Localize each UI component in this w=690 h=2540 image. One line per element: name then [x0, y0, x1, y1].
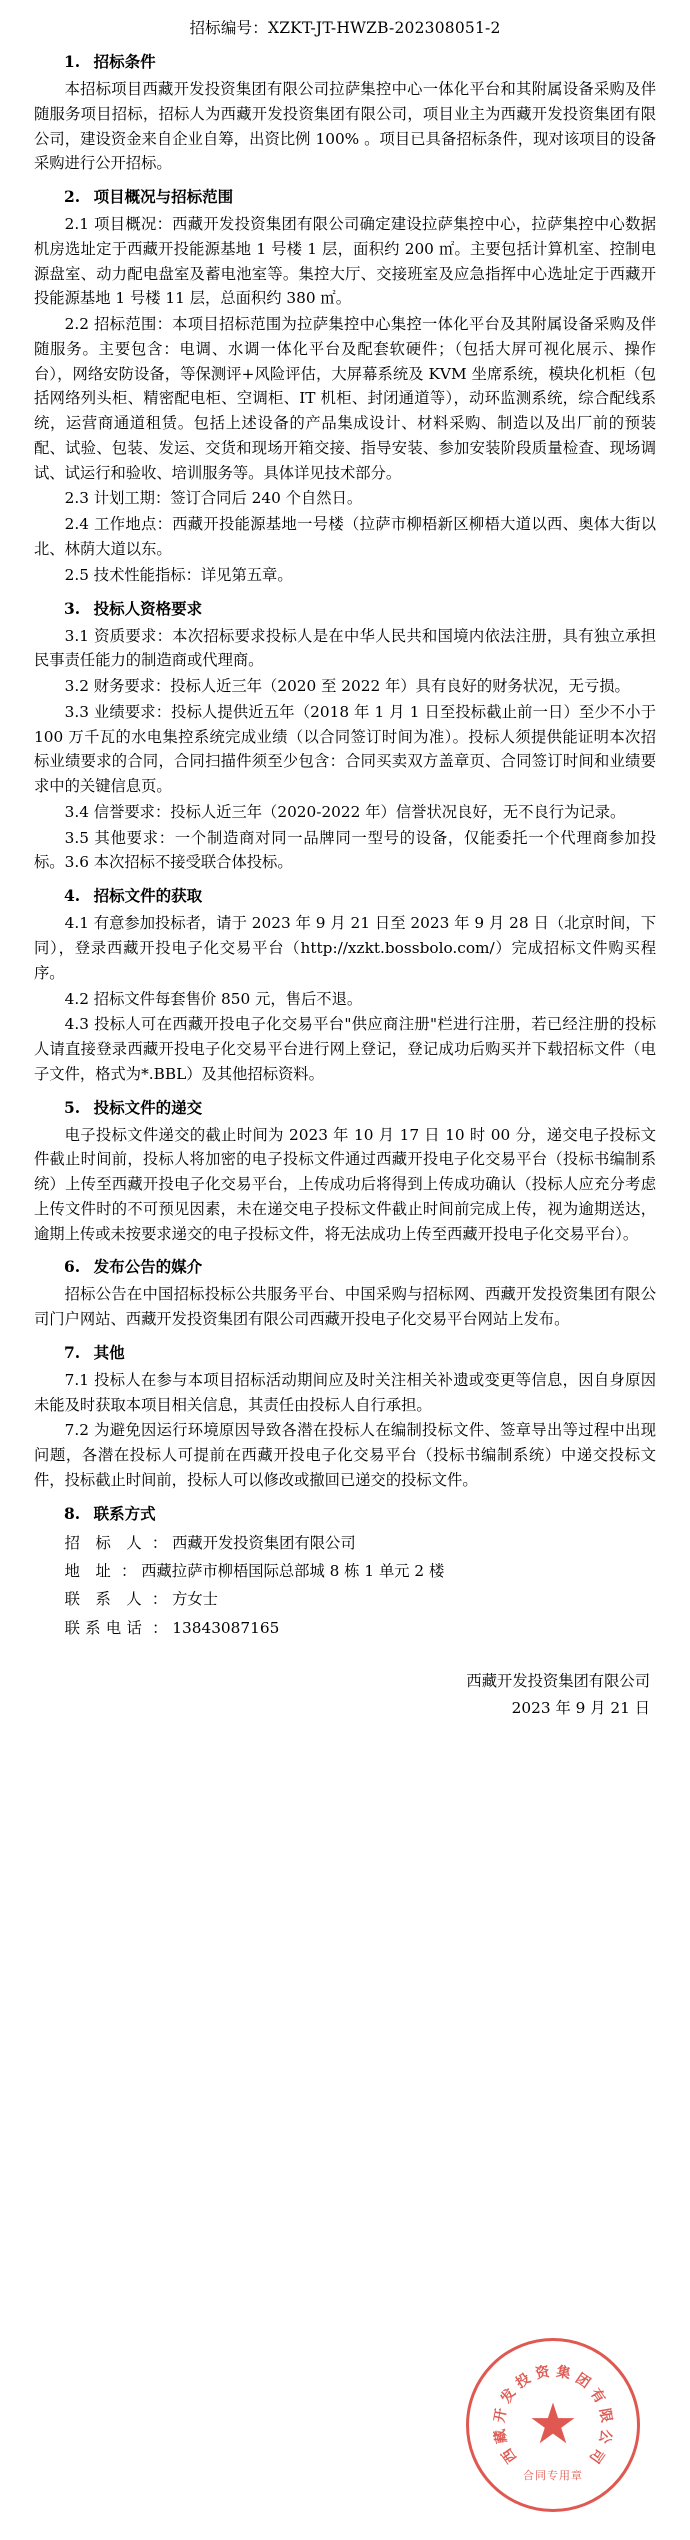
section-title-5: 投标文件的递交	[93, 1097, 203, 1117]
contact-colon: ：	[151, 1533, 168, 1552]
paragraph: 4.3 投标人可在西藏开投电子化交易平台"供应商注册"栏进行注册，若已经注册的投标人请直接登录西藏开投电子化交易平台进行网上登记，登记成功后购买并下载招标文件（电子文件，格式为*.BBL）及其他招标资料。	[34, 1015, 656, 1083]
section-heading-4	[34, 884, 656, 906]
contact-label: 联 系 人	[64, 1590, 147, 1609]
section-number-3: 3.	[64, 598, 81, 618]
paragraph: 本招标项目西藏开发投资集团有限公司拉萨集控中心一体化平台和其附属设备采购及伴随服务项目招标，招标人为西藏开发投资集团有限公司，项目业主为西藏开发投资集团有限公司，建设资金来自企业自筹，出资比例 100% 。项目已具备招标条件，现对该项目的设备采购进行公开招标。	[34, 80, 656, 173]
contact-value: 方女士	[172, 1590, 218, 1609]
section-title-1: 招标条件	[93, 52, 156, 71]
contact-line	[34, 1585, 656, 1613]
section-number-2: 2.	[64, 187, 81, 207]
section-number-7: 7.	[64, 1342, 81, 1362]
section-title-7: 其他	[93, 1342, 125, 1362]
paragraph: 4.1 有意参加投标者，请于 2023 年 9 月 21 日至 2023 年 9 月 28 日（北京时间，下同），登录西藏开投电子化交易平台（http://xzkt.bossbolo.com/）完成招标文件购买程序。	[34, 914, 656, 982]
paragraph: 3.4 信誉要求：投标人近三年（2020-2022 年）信誉状况良好，无不良行为记录。	[64, 802, 626, 821]
section-heading-1	[34, 50, 656, 72]
contact-line	[34, 1614, 656, 1642]
signature-block	[34, 1668, 656, 1723]
paragraph: 2.1 项目概况：西藏开发投资集团有限公司确定建设拉萨集控中心，拉萨集控中心数据机房选址定于西藏开投能源基地 1 号楼 1 层，面积约 200 ㎡。主要包括计算机室、控制电源盘室、动力配电盘室及蓄电池室等。集控大厅、交接班室及应急指挥中心选址定于西藏开投能源基地 1 号楼 11 层，总面积约 380 ㎡。	[34, 215, 656, 308]
paragraph: 2.2 招标范围：本项目招标范围为拉萨集控中心集控一体化平台及其附属设备采购及伴随服务。主要包含：电调、水调一体化平台及配套软硬件；（包括大屏可视化展示、操作台），网络安防设备，等保测评+风险评估，大屏幕系统及 KVM 坐席系统，模块化机柜（包括网络列头柜、精密配电柜、空调柜、IT 机柜、封闭通道等），动环监测系统，综合配线系统，运营商通道租赁。包括上述设备的产品集成设计、材料采购、制造以及出厂前的预装配、试验、包装、发运、交货和现场开箱交接、指导安装、参加安装阶段质量检查、现场调试、试运行和验收、培训服务等。具体详见技术部分。	[34, 315, 656, 482]
section-heading-7	[34, 1341, 656, 1363]
seal-ring-text: 西 藏 开 发 投 资 集 团 有 限 公 司	[491, 2363, 615, 2466]
contact-label: 招 标 人	[64, 1533, 147, 1552]
section-heading-8	[34, 1502, 656, 1524]
contact-colon: ：	[152, 1618, 168, 1637]
section-title-2: 项目概况与招标范围	[93, 187, 234, 207]
section-heading-6	[34, 1255, 656, 1277]
contact-value: 西藏拉萨市柳梧国际总部城 8 栋 1 单元 2 楼	[141, 1562, 445, 1581]
section-title-4: 招标文件的获取	[93, 886, 203, 906]
section-number-8: 8.	[64, 1503, 81, 1523]
section-heading-3	[34, 597, 656, 619]
contact-label: 地 址	[64, 1562, 117, 1581]
paragraph: 3.2 财务要求：投标人近三年（2020 至 2022 年）具有良好的财务状况，无亏损。	[64, 677, 630, 696]
paragraph: 4.2 招标文件每套售价 850 元，售后不退。	[64, 989, 363, 1008]
section-title-3: 投标人资格要求	[93, 598, 203, 618]
paragraph: 招标公告在中国招标投标公共服务平台、中国采购与招标网、西藏开发投资集团有限公司门户网站、西藏开发投资集团有限公司西藏开投电子化交易平台网站上发布。	[34, 1285, 656, 1329]
paragraph: 3.1 资质要求：本次招标要求投标人是在中华人民共和国境内依法注册，具有独立承担民事责任能力的制造商或代理商。	[34, 626, 656, 670]
doc-number: 招标编号：XZKT-JT-HWZB-202308051-2	[189, 19, 501, 37]
contact-value: 13843087165	[172, 1618, 280, 1637]
contact-block	[34, 1529, 656, 1642]
paragraph: 7.1 投标人在参与本项目招标活动期间应及时关注相关补遗或变更等信息，因自身原因未能及时获取本项目相关信息，其责任由投标人自行承担。	[34, 1370, 656, 1414]
paragraph: 2.5 技术性能指标：详见第五章。	[64, 565, 293, 584]
signature-company: 西藏开发投资集团有限公司	[466, 1671, 650, 1690]
contact-colon: ：	[121, 1562, 137, 1581]
contact-colon: ：	[151, 1590, 168, 1609]
paragraph: 2.3 计划工期：签订合同后 240 个自然日。	[64, 489, 363, 508]
paragraph: 3.5 其他要求：一个制造商对同一品牌同一型号的设备，仅能委托一个代理商参加投标。3.6 本次招标不接受联合体投标。	[34, 828, 656, 872]
section-number-6: 6.	[64, 1257, 81, 1277]
section-heading-2	[34, 185, 656, 207]
signature-date: 2023 年 9 月 21 日	[511, 1699, 650, 1718]
contact-line	[34, 1557, 656, 1585]
section-number-5: 5.	[64, 1097, 81, 1117]
section-heading-5	[34, 1096, 656, 1118]
contact-label: 联系电话	[64, 1618, 148, 1637]
company-seal-stamp	[466, 2338, 640, 2512]
paragraph: 7.2 为避免因运行环境原因导致各潜在投标人在编制投标文件、签章导出等过程中出现问题，各潜在投标人可提前在西藏开投电子化交易平台（投标书编制系统）中递交投标文件，投标截止时间前，投标人可以修改或撤回已递交的投标文件。	[34, 1421, 656, 1489]
section-title-8: 联系方式	[93, 1503, 156, 1523]
section-number-4: 4.	[64, 886, 81, 906]
section-title-6: 发布公告的媒介	[93, 1257, 203, 1277]
paragraph: 2.4 工作地点：西藏开投能源基地一号楼（拉萨市柳梧新区柳梧大道以西、奥体大街以北、林荫大道以东。	[34, 515, 656, 559]
contact-value: 西藏开发投资集团有限公司	[172, 1533, 356, 1552]
paragraph: 3.3 业绩要求：投标人提供近五年（2018 年 1 月 1 日至投标截止前一日）至少不小于 100 万千瓦的水电集控系统完成业绩（以合同签订时间为准）。投标人须提供能证明本次招标业绩要求的合同，合同扫描件须至少包含：合同买卖双方盖章页、合同签订时间和业绩要求中的关键信息页。	[34, 702, 656, 796]
section-number-1: 1.	[64, 52, 81, 71]
seal-bottom-text: 合同专用章	[523, 2469, 583, 2482]
paragraph: 电子投标文件递交的截止时间为 2023 年 10 月 17 日 10 时 00 分，递交电子投标文件截止时间前，投标人将加密的电子投标文件通过西藏开投电子化交易平台（投标书编制系统）上传至西藏开投电子化交易平台，上传成功后将得到上传成功确认（投标人应充分考虑上传文件时的不可预见因素，未在递交电子投标文件截止时间前完成上传，视为逾期送达，逾期上传或未按要求递交的电子投标文件，将无法成功上传至西藏开投电子化交易平台）。	[34, 1125, 656, 1243]
contact-line	[34, 1529, 656, 1557]
